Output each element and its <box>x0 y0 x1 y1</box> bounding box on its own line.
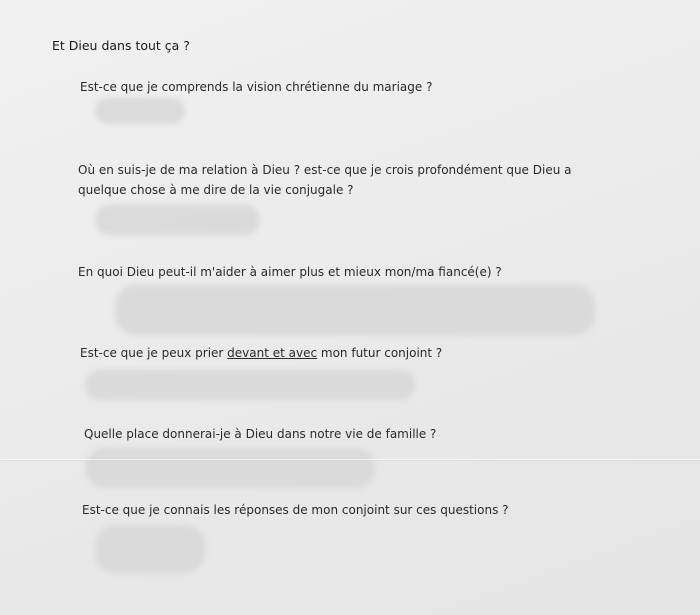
redacted-answer <box>95 98 185 124</box>
question-relation-to-god-line-1: Où en suis-je de ma relation à Dieu ? est-ce que je crois profondément que Dieu a <box>78 163 572 177</box>
paper-fold-line <box>0 459 700 461</box>
question-pray-together <box>80 343 442 363</box>
question-family-life: Quelle place donnerai-je à Dieu dans notre vie de famille ? <box>84 427 437 441</box>
question-spouse-answers: Est-ce que je connais les réponses de mon conjoint sur ces questions ? <box>82 503 509 517</box>
redacted-answer <box>85 370 415 400</box>
redacted-answer <box>95 525 205 573</box>
question-pray-underlined: devant et avec <box>227 346 318 360</box>
question-relation-to-god-line-2: quelque chose à me dire de la vie conjugale ? <box>78 183 354 197</box>
section-heading: Et Dieu dans tout ça ? <box>52 38 190 53</box>
question-pray-text-start: Est-ce que je peux prier <box>80 346 228 360</box>
redacted-answer <box>115 285 595 335</box>
question-love-fiance: En quoi Dieu peut-il m'aider à aimer plus et mieux mon/ma fiancé(e) ? <box>78 265 502 279</box>
redacted-answer <box>85 448 375 488</box>
question-christian-vision: Est-ce que je comprends la vision chrétienne du mariage ? <box>80 80 433 94</box>
redacted-answer <box>95 205 260 235</box>
question-pray-text-end: mon futur conjoint ? <box>317 346 443 360</box>
